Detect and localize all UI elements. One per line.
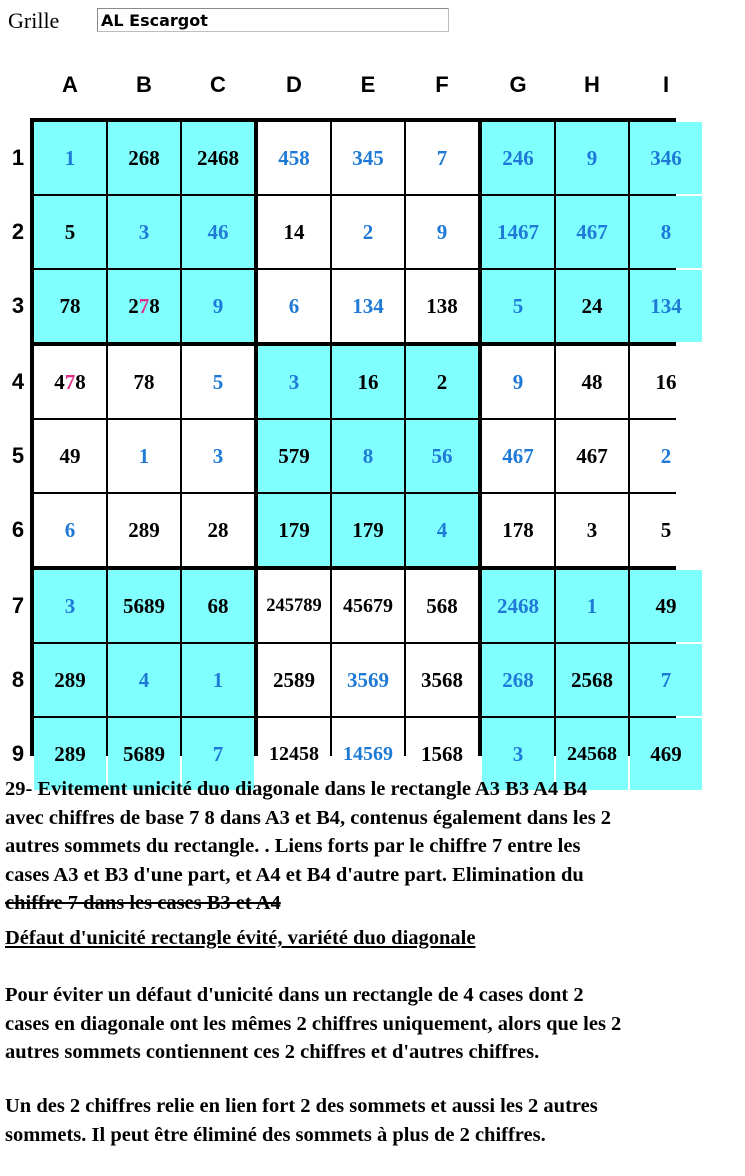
rule-paragraph xyxy=(5,1092,598,1149)
cell-g7[interactable]: 2468 xyxy=(482,570,554,642)
cell-f1[interactable]: 7 xyxy=(406,122,478,194)
column-header-g: G xyxy=(509,72,527,97)
cell-e8[interactable]: 3569 xyxy=(332,644,404,716)
cell-h8[interactable]: 2568 xyxy=(556,644,628,716)
highlighted-candidate: 7 xyxy=(138,293,150,318)
paragraph-line: Pour éviter un défaut d'unicité dans un rectangle de 4 cases dont 2 xyxy=(5,984,584,1006)
cell-a7[interactable]: 3 xyxy=(34,570,106,642)
cell-g2[interactable]: 1467 xyxy=(482,196,554,268)
cell-a9[interactable]: 289 xyxy=(34,718,106,790)
cell-g5[interactable]: 467 xyxy=(482,420,554,492)
cell-i8[interactable]: 7 xyxy=(630,644,702,716)
cell-a8[interactable]: 289 xyxy=(34,644,106,716)
cell-d5[interactable]: 579 xyxy=(258,420,330,492)
cell-e2[interactable]: 2 xyxy=(332,196,404,268)
cell-i3[interactable]: 134 xyxy=(630,270,702,342)
cell-e9[interactable]: 14569 xyxy=(332,718,404,790)
row-header-7: 7 xyxy=(11,593,25,618)
cell-b6[interactable]: 289 xyxy=(108,494,180,566)
paragraph-line: Un des 2 chiffres relie en lien fort 2 des sommets et aussi les 2 autres xyxy=(5,1095,598,1117)
cell-b9[interactable]: 5689 xyxy=(108,718,180,790)
column-header-f: F xyxy=(435,72,449,97)
cell-c2[interactable]: 46 xyxy=(182,196,254,268)
column-header-b: B xyxy=(136,72,152,97)
section-title: Défaut d'unicité rectangle évité, variété duo diagonale xyxy=(5,927,476,949)
cell-f6[interactable]: 4 xyxy=(406,494,478,566)
cell-d2[interactable]: 14 xyxy=(258,196,330,268)
cell-f8[interactable]: 3568 xyxy=(406,644,478,716)
cell-h6[interactable]: 3 xyxy=(556,494,628,566)
cell-g1[interactable]: 246 xyxy=(482,122,554,194)
cell-e4[interactable]: 16 xyxy=(332,346,404,418)
column-header-h: H xyxy=(584,72,600,97)
cell-a4[interactable]: 4 7 8 xyxy=(34,346,106,418)
definition-paragraph xyxy=(5,981,621,1067)
explanation-block xyxy=(5,775,611,918)
cell-a2[interactable]: 5 xyxy=(34,196,106,268)
cell-f9[interactable]: 1568 xyxy=(406,718,478,790)
row-header-6: 6 xyxy=(11,517,25,542)
cell-b2[interactable]: 3 xyxy=(108,196,180,268)
explanation-line: 29- Evitement unicité duo diagonale dans le rectangle A3 B3 A4 B4 xyxy=(5,778,588,800)
cell-f4[interactable]: 2 xyxy=(406,346,478,418)
cell-g9[interactable]: 3 xyxy=(482,718,554,790)
cell-c5[interactable]: 3 xyxy=(182,420,254,492)
cell-h2[interactable]: 467 xyxy=(556,196,628,268)
cell-d4[interactable]: 3 xyxy=(258,346,330,418)
cell-c3[interactable]: 9 xyxy=(182,270,254,342)
cell-f5[interactable]: 56 xyxy=(406,420,478,492)
cell-b8[interactable]: 4 xyxy=(108,644,180,716)
cell-a6[interactable]: 6 xyxy=(34,494,106,566)
cell-b5[interactable]: 1 xyxy=(108,420,180,492)
cell-g4[interactable]: 9 xyxy=(482,346,554,418)
cell-c8[interactable]: 1 xyxy=(182,644,254,716)
cell-d3[interactable]: 6 xyxy=(258,270,330,342)
cell-g6[interactable]: 178 xyxy=(482,494,554,566)
paragraph-line: autres sommets contiennent ces 2 chiffres et d'autres chiffres. xyxy=(5,1041,540,1063)
cell-i1[interactable]: 346 xyxy=(630,122,702,194)
cell-e1[interactable]: 345 xyxy=(332,122,404,194)
cell-c7[interactable]: 68 xyxy=(182,570,254,642)
cell-d9[interactable]: 12458 xyxy=(258,718,330,790)
highlighted-candidate: 7 xyxy=(64,369,76,394)
cell-e6[interactable]: 179 xyxy=(332,494,404,566)
cell-a5[interactable]: 49 xyxy=(34,420,106,492)
cell-h4[interactable]: 48 xyxy=(556,346,628,418)
cell-e7[interactable]: 45679 xyxy=(332,570,404,642)
explanation-line: autres sommets du rectangle. . Liens forts par le chiffre 7 entre les xyxy=(5,835,581,857)
cell-a1[interactable]: 1 xyxy=(34,122,106,194)
cell-d7[interactable]: 245789 xyxy=(258,570,330,642)
cell-f7[interactable]: 568 xyxy=(406,570,478,642)
cell-h3[interactable]: 24 xyxy=(556,270,628,342)
cell-e3[interactable]: 134 xyxy=(332,270,404,342)
cell-c1[interactable]: 2468 xyxy=(182,122,254,194)
grid-name-input[interactable] xyxy=(97,8,449,32)
column-header-d: D xyxy=(286,72,302,97)
cell-h7[interactable]: 1 xyxy=(556,570,628,642)
cell-d8[interactable]: 2589 xyxy=(258,644,330,716)
row-header-2: 2 xyxy=(11,219,25,244)
cell-i7[interactable]: 49 xyxy=(630,570,702,642)
column-header-e: E xyxy=(360,72,376,97)
cell-h5[interactable]: 467 xyxy=(556,420,628,492)
explanation-line: cases A3 et B3 d'une part, et A4 et B4 d'autre part. Elimination du xyxy=(5,863,584,886)
cell-c9[interactable]: 7 xyxy=(182,718,254,790)
row-header-3: 3 xyxy=(11,293,25,318)
column-header-c: C xyxy=(210,72,226,97)
cell-i6[interactable]: 5 xyxy=(630,494,702,566)
cell-e5[interactable]: 8 xyxy=(332,420,404,492)
cell-f2[interactable]: 9 xyxy=(406,196,478,268)
paragraph-line: sommets. Il peut être éliminé des sommets à plus de 2 chiffres. xyxy=(5,1123,546,1146)
column-header-a: A xyxy=(62,72,78,97)
cell-i4[interactable]: 16 xyxy=(630,346,702,418)
row-header-1: 1 xyxy=(11,145,25,170)
row-header-5: 5 xyxy=(11,443,25,468)
cell-b7[interactable]: 5689 xyxy=(108,570,180,642)
cell-i2[interactable]: 8 xyxy=(630,196,702,268)
cell-g8[interactable]: 268 xyxy=(482,644,554,716)
grille-label: Grille xyxy=(8,8,60,33)
cell-h9[interactable]: 24568 xyxy=(556,718,628,790)
eliminated-line: chiffre 7 dans les cases B3 et A4 xyxy=(5,892,281,914)
cell-a3[interactable]: 78 xyxy=(34,270,106,342)
cell-d6[interactable]: 179 xyxy=(258,494,330,566)
cell-b3[interactable]: 2 7 8 xyxy=(108,270,180,342)
cell-d1[interactable]: 458 xyxy=(258,122,330,194)
sudoku-grid xyxy=(30,118,682,766)
cell-i5[interactable]: 2 xyxy=(630,420,702,492)
paragraph-line: cases en diagonale ont les mêmes 2 chiffres uniquement, alors que les 2 xyxy=(5,1012,622,1035)
cell-g3[interactable]: 5 xyxy=(482,270,554,342)
cell-f3[interactable]: 138 xyxy=(406,270,478,342)
cell-c6[interactable]: 28 xyxy=(182,494,254,566)
cell-b1[interactable]: 268 xyxy=(108,122,180,194)
cell-b4[interactable]: 78 xyxy=(108,346,180,418)
explanation-line: avec chiffres de base 7 8 dans A3 et B4, contenus également dans les 2 xyxy=(5,806,612,829)
row-header-8: 8 xyxy=(11,667,25,692)
cell-c4[interactable]: 5 xyxy=(182,346,254,418)
row-header-4: 4 xyxy=(11,369,25,394)
cell-h1[interactable]: 9 xyxy=(556,122,628,194)
column-header-i: I xyxy=(662,72,670,97)
row-header-9: 9 xyxy=(11,741,25,766)
cell-i9[interactable]: 469 xyxy=(630,718,702,790)
